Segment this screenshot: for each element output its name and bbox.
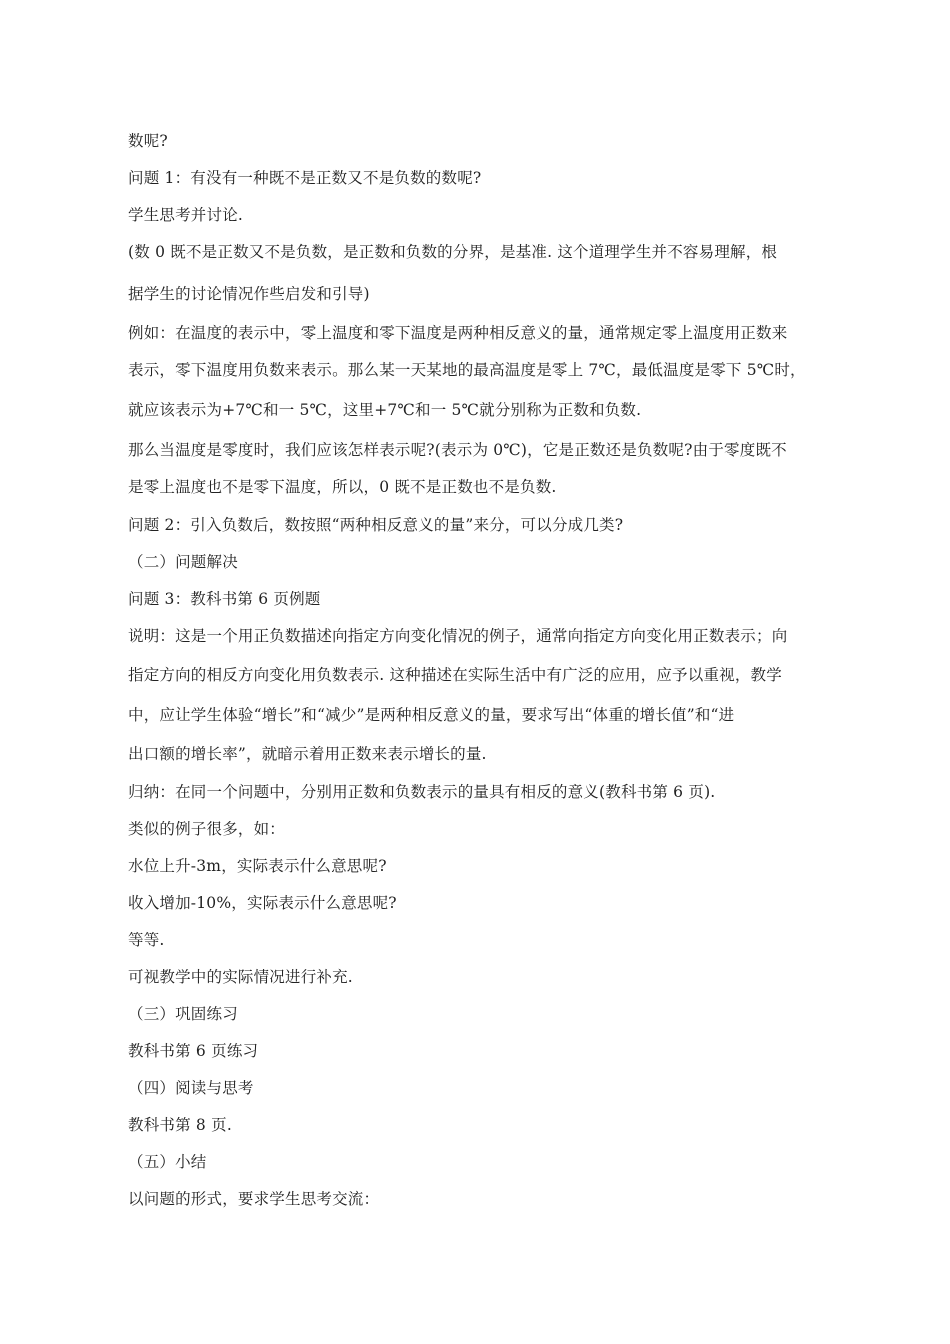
text-line: 以问题的形式，要求学生思考交流： <box>128 1190 380 1208</box>
text-line: 是零上温度也不是零下温度，所以，0 既不是正数也不是负数. <box>128 478 557 496</box>
text-line: 教科书第 8 页. <box>128 1116 232 1134</box>
text-line: 例如：在温度的表示中，零上温度和零下温度是两种相反意义的量，通常规定零上温度用正数来 <box>128 324 788 342</box>
text-line: 表示，零下温度用负数来表示。那么某一天某地的最高温度是零上 7℃，最低温度是零下 5℃时， <box>128 361 806 379</box>
text-line: 那么当温度是零度时，我们应该怎样表示呢?(表示为 0℃)，它是正数还是负数呢?由于零度既不 <box>128 441 787 459</box>
text-line: 类似的例子很多，如： <box>128 820 286 838</box>
text-line: 归纳：在同一个问题中，分别用正数和负数表示的量具有相反的意义(教科书第 6 页). <box>128 783 716 801</box>
section-heading: （五）小结 <box>128 1153 207 1171</box>
text-line: 中，应让学生体验“增长”和“减少”是两种相反意义的量，要求写出“体重的增长值”和“进 <box>128 706 735 724</box>
text-line: 就应该表示为+7℃和一 5℃，这里+7℃和一 5℃就分别称为正数和负数. <box>128 401 642 419</box>
text-line: 收入增加-10%，实际表示什么意思呢? <box>128 894 397 912</box>
text-line: 问题 3：教科书第 6 页例题 <box>128 590 321 608</box>
section-heading: （三）巩固练习 <box>128 1005 238 1023</box>
text-line: 指定方向的相反方向变化用负数表示. 这种描述在实际生活中有广泛的应用，应予以重视，教学 <box>128 666 782 684</box>
text-line: 可视教学中的实际情况进行补充. <box>128 968 353 986</box>
text-line: 教科书第 6 页练习 <box>128 1042 259 1060</box>
text-line: 水位上升-3m，实际表示什么意思呢? <box>128 857 387 875</box>
text-line: 说明：这是一个用正负数描述向指定方向变化情况的例子，通常向指定方向变化用正数表示；向 <box>128 627 788 645</box>
text-line: 等等. <box>128 931 165 949</box>
section-heading: （四）阅读与思考 <box>128 1079 254 1097</box>
text-line: 据学生的讨论情况作些启发和引导) <box>128 285 370 303</box>
section-heading: （二）问题解决 <box>128 553 238 571</box>
text-line: 出口额的增长率”，就暗示着用正数来表示增长的量. <box>128 745 487 763</box>
text-line: 数呢? <box>128 132 168 150</box>
text-line: 学生思考并讨论. <box>128 206 244 224</box>
text-line: 问题 2：引入负数后，数按照“两种相反意义的量”来分，可以分成几类? <box>128 516 624 534</box>
text-line: 问题 1：有没有一种既不是正数又不是负数的数呢? <box>128 169 482 187</box>
text-line: (数 0 既不是正数又不是负数，是正数和负数的分界，是基准. 这个道理学生并不容易理解，根 <box>128 243 778 261</box>
